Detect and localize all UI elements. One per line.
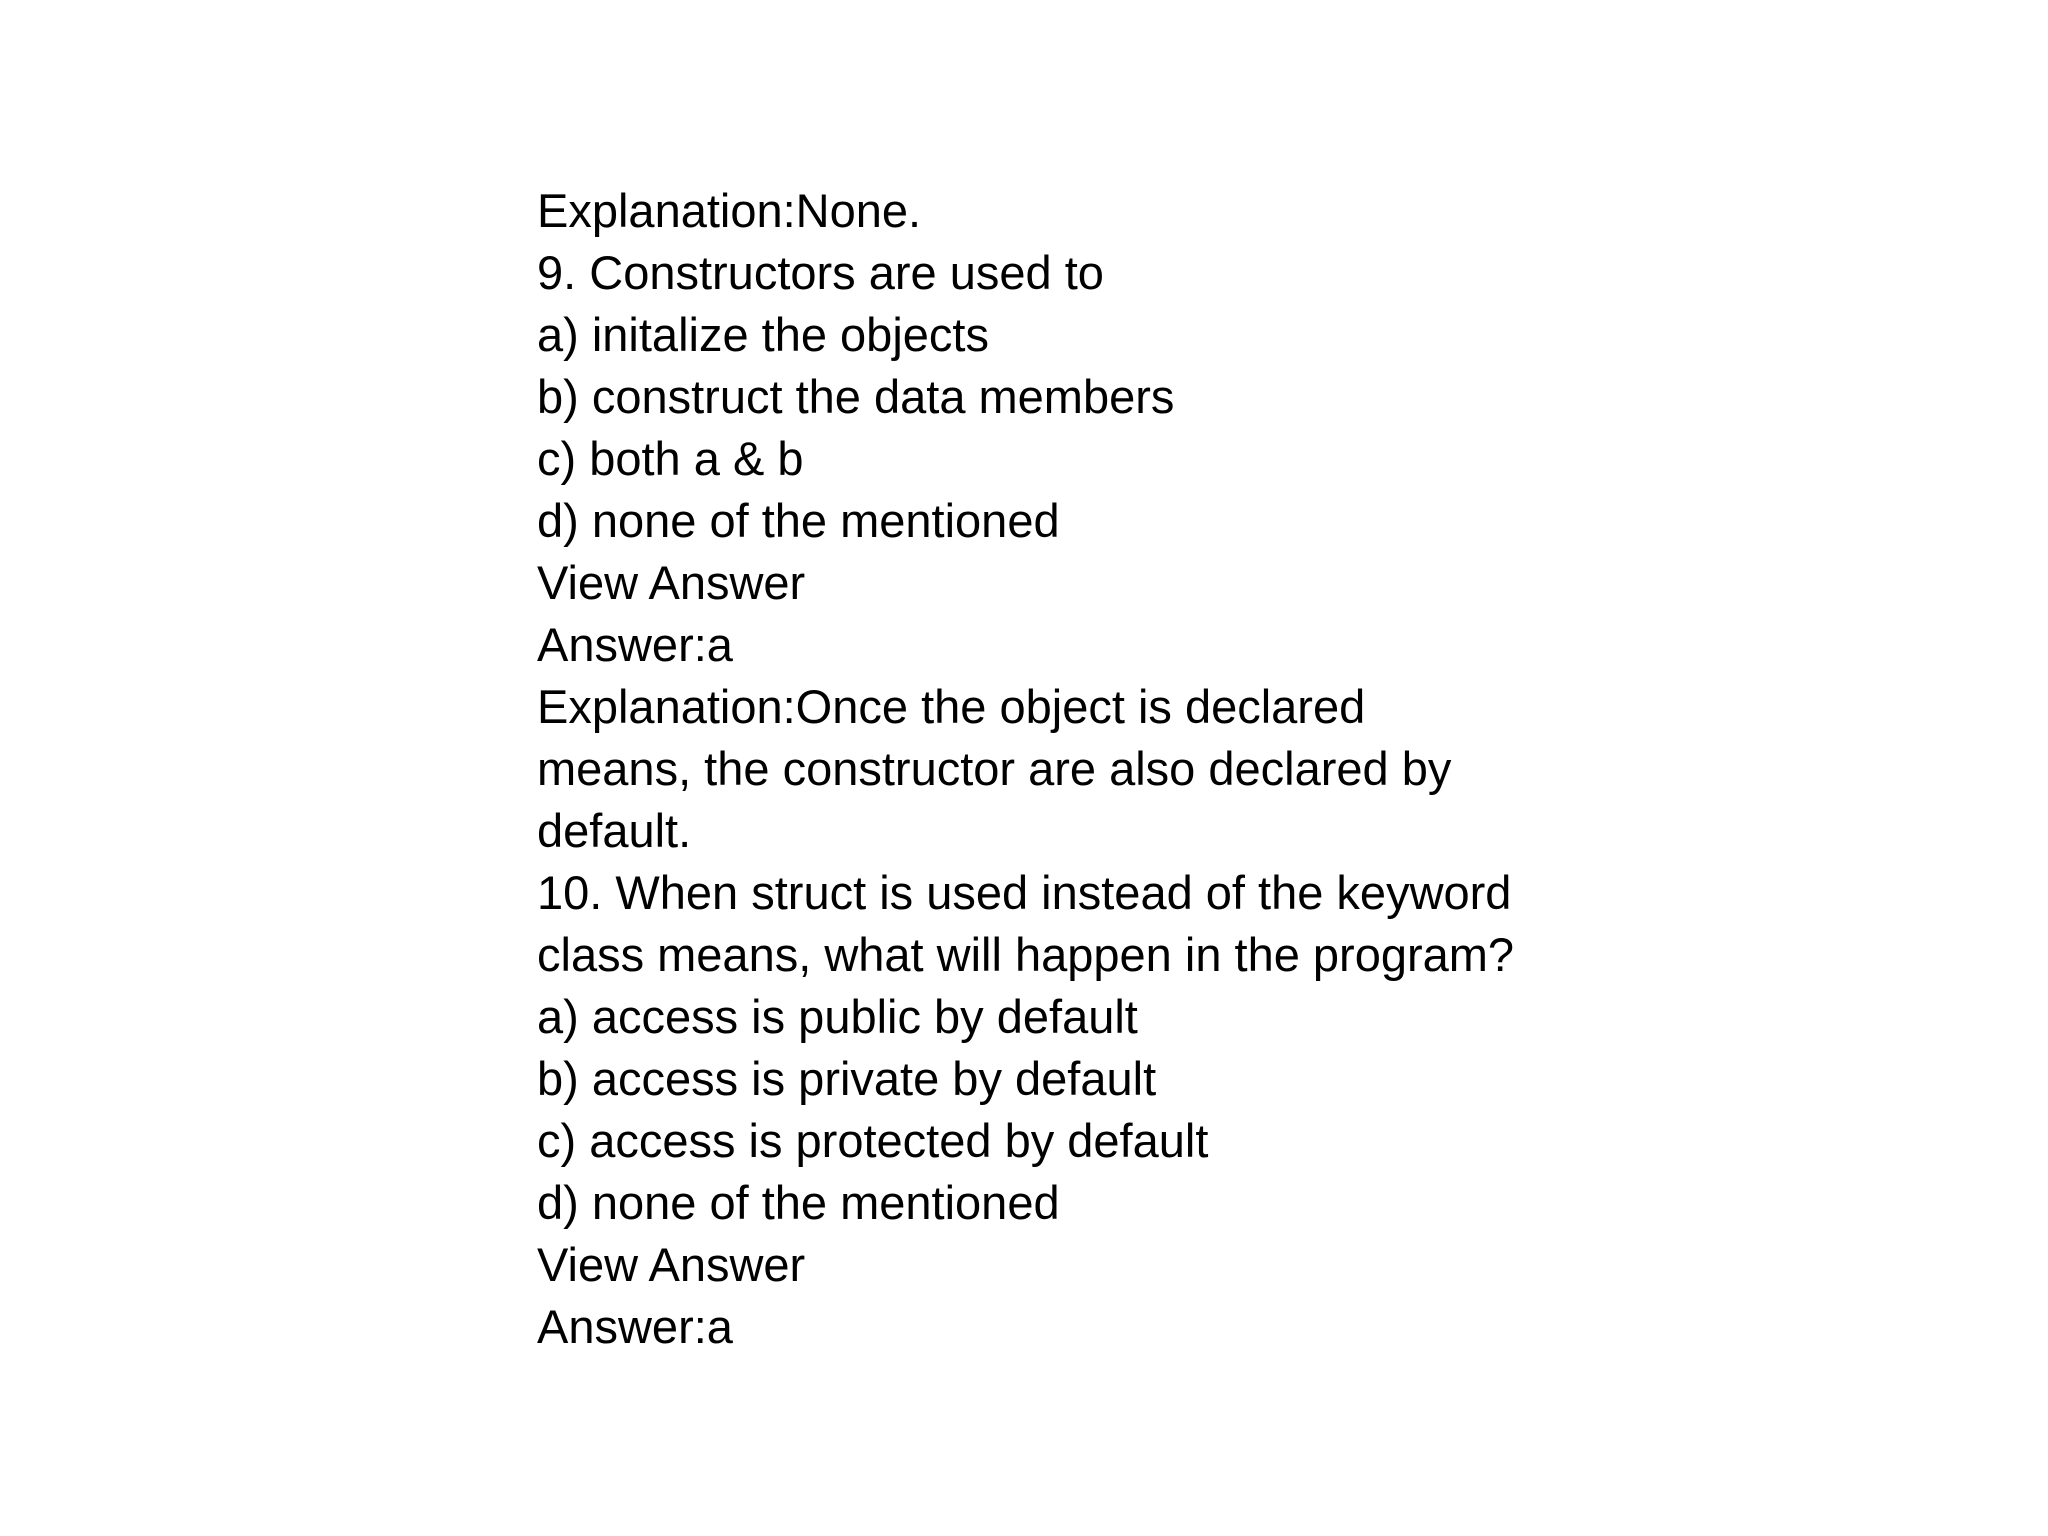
q9-option-a: a) initalize the objects bbox=[537, 308, 989, 361]
q10-option-c: c) access is protected by default bbox=[537, 1114, 1209, 1167]
q10-view-answer: View Answer bbox=[537, 1238, 806, 1291]
explanation-q8: Explanation:None. bbox=[537, 184, 922, 237]
q9-option-d: d) none of the mentioned bbox=[537, 494, 1060, 547]
question-10-line-1: 10. When struct is used instead of the keyword bbox=[537, 866, 1512, 919]
q9-answer: Answer:a bbox=[537, 618, 733, 671]
q9-explanation-line-3: default. bbox=[537, 804, 692, 857]
q9-view-answer: View Answer bbox=[537, 556, 806, 609]
q10-answer: Answer:a bbox=[537, 1300, 733, 1353]
q9-explanation-line-1: Explanation:Once the object is declared bbox=[537, 680, 1366, 733]
slide-text-body bbox=[537, 180, 1537, 1358]
q10-option-a: a) access is public by default bbox=[537, 990, 1138, 1043]
q9-option-b: b) construct the data members bbox=[537, 370, 1175, 423]
question-10-line-2: class means, what will happen in the program? bbox=[537, 928, 1515, 981]
q9-explanation-line-2: means, the constructor are also declared by bbox=[537, 742, 1452, 795]
q10-option-d: d) none of the mentioned bbox=[537, 1176, 1060, 1229]
q10-option-b: b) access is private by default bbox=[537, 1052, 1157, 1105]
q9-option-c: c) both a & b bbox=[537, 432, 804, 485]
question-9: 9. Constructors are used to bbox=[537, 246, 1104, 299]
